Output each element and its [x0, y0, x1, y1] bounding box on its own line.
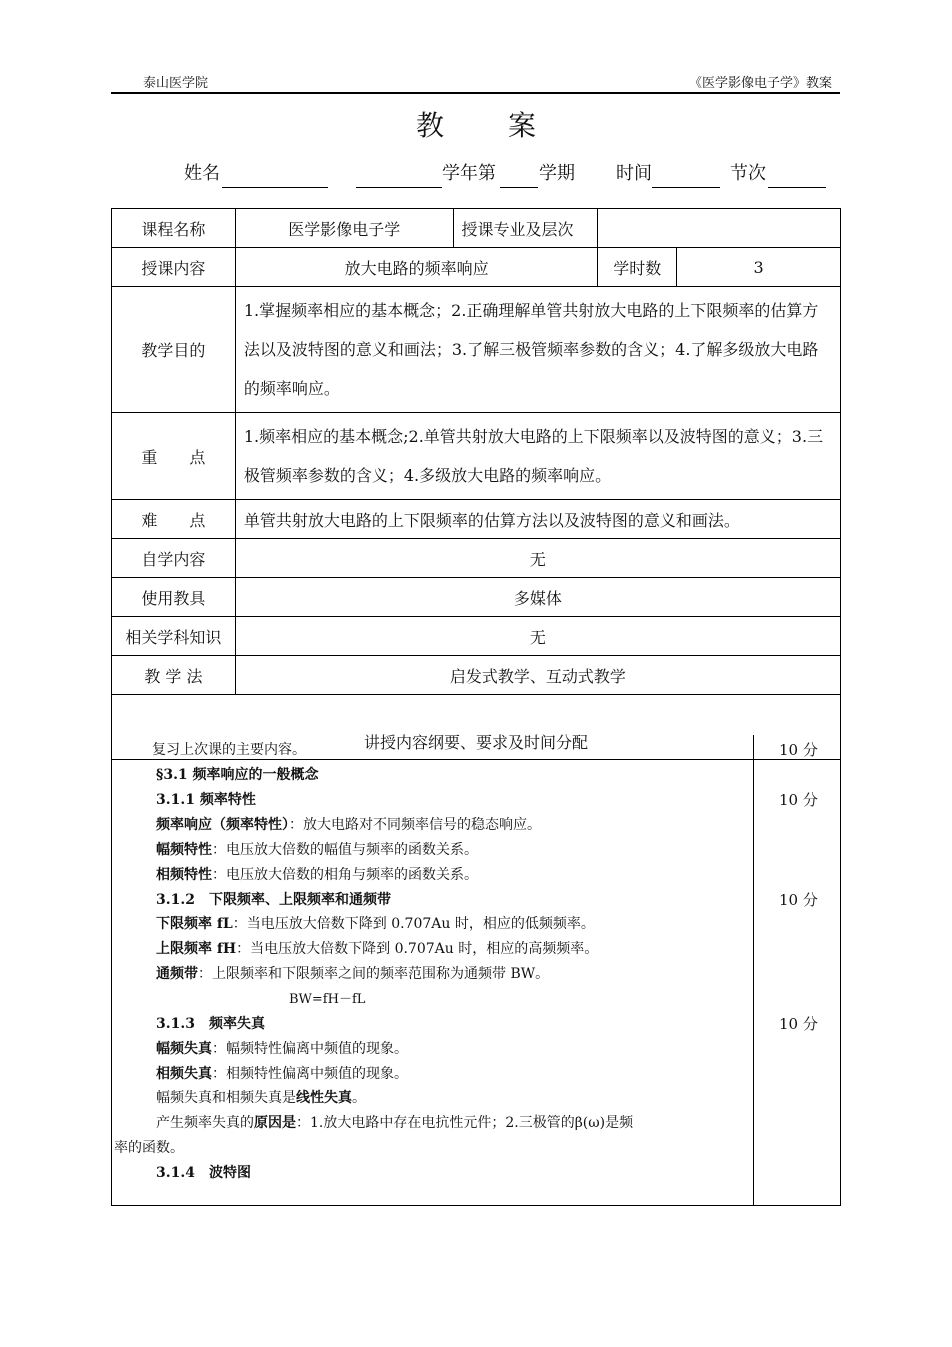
tools-value: 多媒体	[235, 578, 840, 617]
key-value: 1.频率相应的基本概念;2.单管共射放大电路的上下限频率以及波特图的意义；3.三极管频率参数的含义；4.多级放大电路的频率响应。	[235, 413, 840, 500]
name-blank[interactable]	[222, 165, 328, 188]
formula: BW=fH－fL	[289, 992, 366, 1007]
lecture-line: 通频带：上限频率和下限频率之间的频率范围称为通频带 BW。	[156, 966, 550, 982]
lecture-line: §3.1 频率响应的一般概念	[156, 767, 319, 783]
lecture-line: 3.1.1 频率特性	[156, 792, 256, 808]
year-blank[interactable]	[356, 165, 442, 188]
lecture-line: 相频失真：相频特性偏离中频值的现象。	[156, 1066, 408, 1082]
session-blank[interactable]	[768, 165, 826, 188]
self-study-value: 无	[235, 539, 840, 578]
time-allocation: 10 分	[779, 741, 818, 759]
time-blank[interactable]	[652, 165, 720, 188]
hours-label: 学时数	[598, 248, 677, 287]
time-allocation: 10 分	[779, 1015, 818, 1033]
lesson-plan-table	[111, 208, 841, 760]
tools-label: 使用教具	[112, 578, 236, 617]
lecture-line: 上限频率 fH：当电压放大倍数下降到 0.707Au 时，相应的高频频率。	[156, 941, 599, 957]
content-value: 放大电路的频率响应	[235, 248, 597, 287]
lecture-line: 产生频率失真的原因是：1.放大电路中存在电抗性元件；2.三极管的β(ω)是频	[156, 1115, 634, 1131]
header-left: 泰山医学院	[143, 76, 209, 91]
lecture-line: 幅频特性：电压放大倍数的幅值与频率的函数关系。	[156, 842, 478, 858]
related-label: 相关学科知识	[112, 617, 236, 656]
content-label: 授课内容	[112, 248, 236, 287]
method-value: 启发式教学、互动式教学	[235, 656, 840, 695]
lecture-line: 幅频失真：幅频特性偏离中频值的现象。	[156, 1041, 408, 1057]
course-name-value: 医学影像电子学	[235, 209, 453, 248]
lecture-line: 率的函数。	[114, 1140, 184, 1156]
goal-label: 教学目的	[112, 287, 236, 413]
lecture-section	[111, 735, 841, 1206]
column-divider	[753, 735, 754, 1205]
key-label: 重 点	[112, 413, 236, 500]
difficulty-value: 单管共射放大电路的上下限频率的估算方法以及波特图的意义和画法。	[235, 500, 840, 539]
document-title: 教案	[415, 109, 600, 142]
time-allocation: 10 分	[779, 891, 818, 909]
name-label: 姓名	[184, 163, 220, 184]
lecture-line: 3.1.4 波特图	[156, 1165, 251, 1181]
related-value: 无	[235, 617, 840, 656]
method-label: 教 学 法	[112, 656, 236, 695]
session-label: 节次	[730, 163, 766, 184]
lecture-line: 复习上次课的主要内容。	[152, 742, 306, 758]
major-label: 授课专业及层次	[453, 209, 598, 248]
lecture-line: 相频特性：电压放大倍数的相角与频率的函数关系。	[156, 867, 478, 883]
page-header	[111, 72, 840, 94]
goal-value: 1.掌握频率相应的基本概念；2.正确理解单管共射放大电路的上下限频率的估算方法以及波特图的意义和画法；3.了解三极管频率参数的含义；4.了解多级放大电路的频率响应。	[235, 287, 840, 413]
lecture-line: 3.1.2 下限频率、上限频率和通频带	[156, 892, 391, 908]
major-value	[598, 209, 841, 248]
lecture-line: 幅频失真和相频失真是线性失真。	[156, 1090, 366, 1106]
lecture-line: 下限频率 fL：当电压放大倍数下降到 0.707Au 时，相应的低频频率。	[156, 916, 595, 932]
time-label: 时间	[616, 163, 652, 184]
outline-title: 讲授内容纲要、要求及时间分配	[112, 695, 841, 760]
course-name-label: 课程名称	[112, 209, 236, 248]
lecture-line: 频率响应（频率特性）：放大电路对不同频率信号的稳态响应。	[156, 817, 541, 833]
semester-label: 学期	[539, 163, 575, 184]
lecture-line: 3.1.3 频率失真	[156, 1016, 265, 1032]
hours-value: 3	[677, 248, 841, 287]
self-study-label: 自学内容	[112, 539, 236, 578]
header-right: 《医学影像电子学》教案	[688, 76, 832, 91]
semester-blank[interactable]	[500, 165, 538, 188]
difficulty-label: 难 点	[112, 500, 236, 539]
year-label: 学年第	[442, 163, 496, 184]
time-allocation: 10 分	[779, 791, 818, 809]
